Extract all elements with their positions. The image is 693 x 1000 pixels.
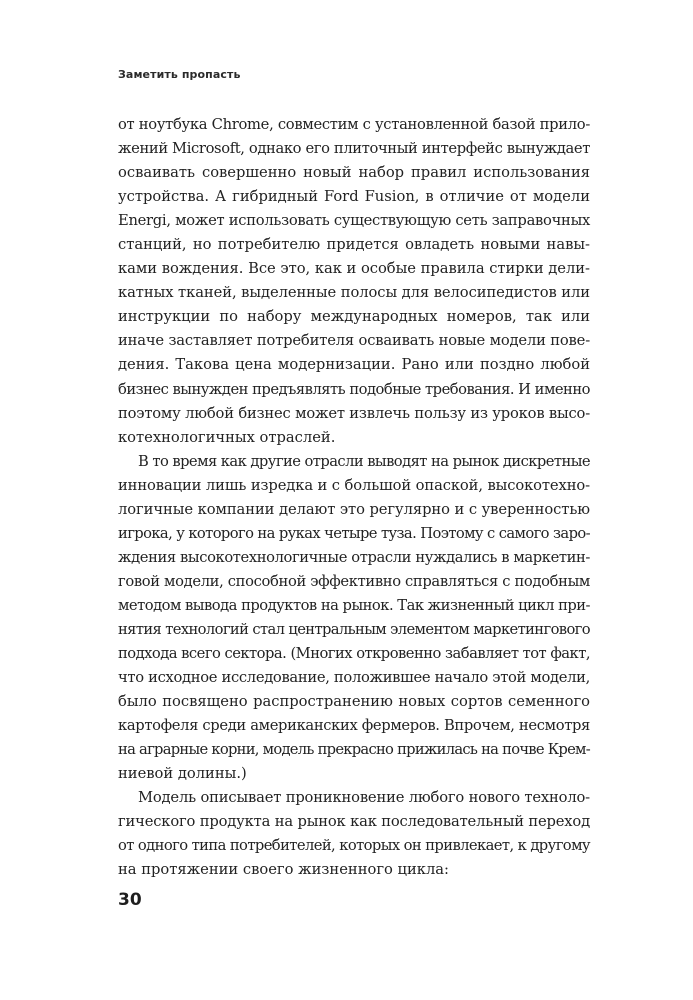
text-line: на протяжении своего жизненного цикла: (118, 861, 449, 879)
text-line: В то время как другие отрасли выводят на рынок дискретные (138, 452, 590, 470)
paragraph-3 (118, 786, 590, 882)
text-line: катных тканей, выделенные полосы для велосипедистов или (118, 284, 590, 302)
text-line: жений Microsoft, однако его плиточный интерфейс вынуждает (118, 140, 590, 158)
text-line: ниевой долины.) (118, 765, 247, 783)
text-line: игрока, у которого на руках четыре туза. Поэтому с самого заро- (118, 524, 590, 542)
text-line: ждения высокотехнологичные отрасли нуждались в маркетин- (118, 548, 590, 566)
text-line: гического продукта на рынок как последовательный переход (118, 813, 590, 831)
text-line: инновации лишь изредка и с большой опаской, высокотехно- (118, 476, 590, 494)
text-line: поэтому любой бизнес может извлечь пользу из уроков высо- (118, 404, 590, 422)
text-line: Energi, может использовать существующую сеть заправочных (118, 212, 590, 230)
text-line: иначе заставляет потребителя осваивать новые модели пове- (118, 332, 590, 350)
text-line: осваивать совершенно новый набор правил использования (118, 164, 590, 182)
text-line: ками вождения. Все это, как и особые правила стирки дели- (118, 260, 590, 278)
text-line: говой модели, способной эффективно справляться с подобным (118, 572, 590, 590)
text-line: устройства. А гибридный Ford Fusion, в отличие от модели (118, 188, 590, 206)
text-line: станций, но потребителю придется овладеть новыми навы- (118, 236, 590, 254)
body-text (118, 113, 590, 883)
text-line: от ноутбука Chrome, совместим с установленной базой прило- (118, 116, 590, 133)
text-line: подхода всего сектора. (Многих откровенно забавляет тот факт, (118, 645, 590, 663)
text-line: дения. Такова цена модернизации. Рано или поздно любой (118, 356, 590, 374)
text-line: было посвящено распространению новых сортов семенного (118, 693, 590, 711)
paragraph-1 (118, 113, 590, 450)
text-line: от одного типа потребителей, которых он привлекает, к другому (118, 837, 590, 855)
text-line: котехнологичных отраслей. (118, 428, 336, 446)
text-line: на аграрные корни, модель прекрасно прижилась на почве Крем- (118, 741, 590, 759)
text-line: Модель описывает проникновение любого нового техноло- (138, 789, 590, 807)
text-line: картофеля среди американских фермеров. Впрочем, несмотря (118, 717, 590, 735)
text-line: что исходное исследование, положившее начало этой модели, (118, 669, 590, 687)
text-line: инструкции по набору международных номеров, так или (118, 308, 590, 326)
text-line: нятия технологий стал центральным элементом маркетингового (118, 620, 590, 638)
running-head: Заметить пропасть (118, 68, 241, 81)
page-number: 30 (118, 890, 142, 910)
text-line: логичные компании делают это регулярно и с уверенностью (118, 500, 590, 518)
text-line: методом вывода продуктов на рынок. Так жизненный цикл при- (118, 596, 590, 614)
text-line: бизнес вынужден предъявлять подобные требования. И именно (118, 380, 590, 398)
paragraph-2 (118, 450, 590, 787)
